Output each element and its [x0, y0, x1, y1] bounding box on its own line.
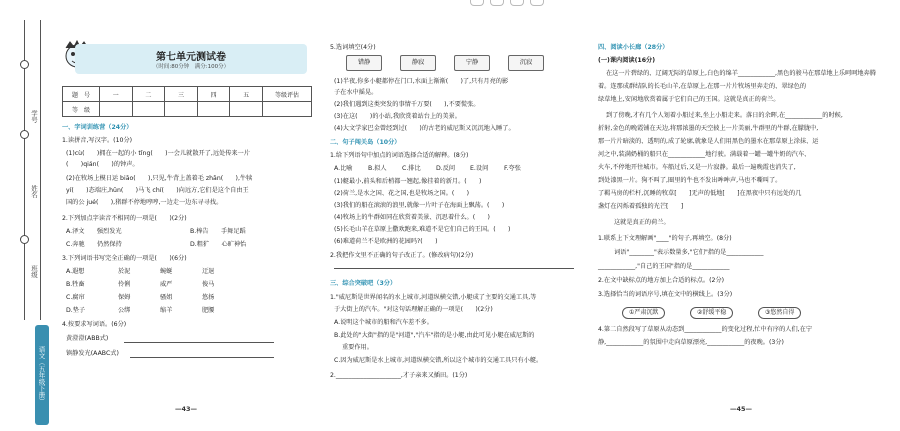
question-text: 4.按要求写词语。(6分) [62, 321, 127, 328]
option-label: D.反问 [436, 165, 456, 172]
question-text: (1)cù( )拥在一起的小 tǐng( )一会儿就散开了,远处传来一片 [66, 150, 250, 157]
binder-hole [530, 0, 544, 6]
score-cell: 一 [100, 87, 133, 102]
punch-hole [20, 130, 29, 139]
answer-line[interactable] [124, 342, 274, 343]
word-option: 俊马 [202, 281, 215, 288]
word-option: 保姆 [118, 294, 131, 301]
choice-pill: ①严肃沉默 [622, 307, 665, 319]
score-cell: 等级评估 [263, 87, 312, 102]
passage-text: 折射,金色的晚霞铺在天边,将那浓墨的天空披上一片美丽,牛群里的牛群,在朦胧中, [598, 125, 819, 132]
page-title: 第七单元测试卷 [156, 52, 226, 63]
question-text: (5)长毛山羊在草原上撒欢跑来,难道不是它们自己的王国。( ) [334, 226, 511, 233]
answer-line[interactable] [130, 357, 274, 358]
passage-text: 那一片片暗淡的、透明的,成了轮廓,就象是人们用黑色的墨水在那草原上涂抹、运 [598, 138, 819, 145]
title-banner [75, 44, 307, 74]
score-header-row [63, 87, 312, 102]
option-c: C.因为威尼斯是水上城市,河道纵横交错,所以这个城市的交通工具只有小艇。 [334, 357, 543, 364]
word-option: 於泥 [118, 268, 131, 275]
answer-line[interactable] [334, 268, 574, 269]
option-label: A.比喻 [334, 165, 353, 172]
section-heading: 三、综合突破吧（3分） [330, 280, 397, 287]
score-cell: 四 [197, 87, 230, 102]
question-text: ( )qián( )的钟声。 [66, 161, 139, 168]
option-a: A.说明这个城市的船和汽车差不多。 [334, 319, 433, 326]
question-text: 5.选词填空(4分) [330, 44, 376, 51]
passage-text: 绿草地上,安闲地欣赏着属于它们自己的王国。这就是真正的荷兰。 [598, 96, 780, 103]
word-option: 肥腰 [202, 307, 215, 314]
word-option: 公绑 [118, 307, 131, 314]
question-text: (2)荷兰,是水之国、花之国,也是牧场之国。( ) [334, 190, 470, 197]
word-tag: 宁静 [454, 55, 490, 71]
class-label: 班级 [30, 265, 38, 278]
grade-input[interactable] [263, 102, 312, 117]
question-text: 1.给下列语句中加点的词语选择合适的解释。(8分) [330, 152, 469, 159]
question-text: 2.在文中缺标点的地方加上合适的标点。(2分) [598, 277, 725, 284]
punch-hole [20, 60, 29, 69]
question-text: 1."威尼斯是世界闻名的水上城市,河道纵横交错,小艇成了主要的交通工具,等 [330, 294, 537, 301]
passage-text: 火车,不停地开往城市。车船过后,又是一片寂静。最后一遍晚霞也消失了, [598, 164, 796, 171]
question-text: yí( )态端庄,hūn( )马飞 chí( )向远方,它们是这个自由王 [66, 187, 249, 194]
question-text: 子在水中摇晃。 [334, 89, 378, 96]
option-label: B.拟人 [368, 165, 387, 172]
question-text: 3.选择恰当的词语序号,填在文中的横线上。(3分) [598, 291, 733, 298]
word-option: 缩羊 [160, 307, 173, 314]
question-text: 静,____________的氛围中走向草原漂亮,____________的夜晚。(3分) [598, 339, 784, 346]
question-text: 2.我把作文里不正确的句子改正了。(修改病句)(2分) [330, 252, 474, 259]
name-label: 姓名 [30, 185, 38, 198]
binding-gutter [0, 0, 50, 431]
score-cell: 五 [230, 87, 263, 102]
question-text: (3)我们的船在滚滚的浪里,就像一片叶子在海面上飘荡。( ) [334, 202, 505, 209]
cut-line [40, 20, 41, 320]
passage-text: 着。连那成群结队的长毛山羊,在草原上,在那一片片牧场里奔走的、翠绿色的 [598, 83, 807, 90]
option-d: D.粗犷 心旷神怡 [190, 241, 247, 248]
word-tag: 错静 [346, 55, 382, 71]
option-b: B.此处的"大街"指的是"河道","汽车"指的是小艇,由此可见小艇在威尼斯的 [334, 332, 535, 339]
punch-hole [20, 235, 29, 244]
grade-input[interactable] [165, 102, 198, 117]
question-text: 国的公 jué( ),猪群不停地哼哼,一边走一边东寻寻找。 [66, 199, 223, 206]
score-grade-row [63, 102, 312, 117]
question-text: (3)在这( )的小站,我欣赏着站台上的美景。 [334, 113, 461, 120]
score-table [62, 86, 312, 117]
question-text: 黄澄澄(ABB式) [66, 335, 109, 342]
question-text: ____________,"自己的王国"指的是____________ [598, 263, 730, 270]
word-option: 伶俐 [118, 281, 131, 288]
question-text: 于大街上的汽车。"对这句话理解正确的一项是( )(2分) [334, 306, 493, 313]
word-option: 迂退 [202, 268, 215, 275]
score-cell: 题 号 [63, 87, 100, 102]
binder-hole [490, 0, 504, 6]
section-heading: 四、阅读小长廊（28分） [598, 44, 669, 51]
word-option: C.腐帘 [66, 294, 85, 301]
question-text: (1)半夜,你多小艇都停在门口,水面上渐渐( )了,只有月亮的影 [334, 78, 509, 85]
grade-input[interactable] [100, 102, 133, 117]
word-tag: 静寂 [400, 55, 436, 71]
question-text: 镇静发光(AABC式) [66, 350, 119, 357]
question-text: (1)艇最小,前头和后梢都一翘起,像挂着的新月。( ) [334, 178, 482, 185]
study-no-label: 学号 [30, 110, 38, 123]
question-text: (6)难道荷兰不是欧洲的花园吗?( ) [334, 238, 438, 245]
word-option: A.遐想 [66, 268, 85, 275]
question-text: 1.读拼音,写汉字。(10分) [62, 137, 133, 144]
page-number: —43— [175, 405, 198, 413]
option-b: 重要作用。 [342, 344, 373, 351]
binder-edge [0, 0, 900, 6]
question-text: (2)我们遇到这类突发的事情千万要( ),不要慌张。 [334, 101, 480, 108]
question-text: (2)在牧场上模日运 biāo( ),只见,牛背上盖着毛 zhān( ),牛犊 [66, 175, 253, 182]
option-label: E.设问 [470, 165, 489, 172]
question-text: 1.联系上下文理解画"____"的句子,再填空。(8分) [598, 235, 732, 242]
passage-text: 到处漆黑一片。狗不叫了,圈里的牛也不发出哞哞声,马也不嘶叫了。 [598, 177, 782, 184]
question-text: 4.第二自然段写了草原从动态到____________的变化过程,忙中有序的人们,在宁 [598, 326, 813, 333]
score-cell: 等 级 [63, 102, 100, 117]
subject-tab: 语文（五年级下册） [35, 325, 49, 425]
option-label: F.夸张 [504, 165, 521, 172]
section-heading: 一、字词训练营（24分） [62, 124, 133, 131]
question-text: 2.下列加点字读音不相同的一项是( )(2分) [62, 215, 187, 222]
binder-hole [510, 0, 524, 6]
grade-input[interactable] [230, 102, 263, 117]
score-cell: 二 [132, 87, 165, 102]
subsection-heading: (一)课内阅读(16分) [598, 57, 656, 64]
option-label: C.排比 [402, 165, 421, 172]
choice-pill: ②舒缓平稳 [690, 307, 733, 319]
passage-text: 在这一片碧绿的、辽阔无际的草原上,白色的绵羊____________,黑色的骏马在那草地上乐呵呵地奔腾 [606, 70, 876, 77]
word-option: 蜿蜒 [160, 268, 173, 275]
score-cell: 三 [165, 87, 198, 102]
question-text: (4)大文学家巴金曾经到过( )的古老的威尼斯又沉沉地入睡了。 [334, 125, 515, 132]
section-heading: 二、句子闯关岛（10分） [330, 139, 401, 146]
word-option: 威严 [160, 281, 173, 288]
passage-text: 河之中,装满奶桶的船只在____________地行驶。满载着一罐一罐牛奶的汽车、 [598, 151, 811, 158]
choice-pill: ③悠然自得 [758, 307, 801, 319]
page-number: —45— [730, 405, 753, 413]
passage-text: 了羁马房的栏杆,沉睡的牧草[ ]无声的低地[ ]在黑夜中只有远处的几 [598, 190, 802, 197]
passage-text: 到了傍晚,才有几个人划着小船过来,坐上小船走来。落日的余晖,在____________的时候, [606, 112, 843, 119]
word-option: B.牲畜 [66, 281, 85, 288]
word-option: 悠扬 [202, 294, 215, 301]
question-text: 2._____________________,才子亲来又插田。(1分) [330, 372, 468, 379]
option-b: B.棒告 手舞足蹈 [190, 228, 246, 235]
question-text: 词语"________"表示数量多,"它们"指的是____________ [614, 249, 764, 256]
grade-input[interactable] [132, 102, 165, 117]
binder-hole [470, 0, 484, 6]
page-subtitle: （时间:80分钟 满分:100分） [152, 64, 230, 70]
question-text: 3.下列词语书写完全正确的一项是( )(6分) [62, 255, 187, 262]
word-option: D.垫子 [66, 307, 86, 314]
option-a: A.泽文 强烈发光 [66, 228, 122, 235]
grade-input[interactable] [197, 102, 230, 117]
question-text: (4)牧场上的牛群如同在欣赏着美景、沉思着什么。( ) [334, 214, 490, 221]
option-c: C.奔驰 仍然保持 [66, 241, 122, 248]
passage-text: 盏灯在闪烁着孤独的光芒[ ] [598, 203, 684, 210]
word-tag: 沉寂 [508, 55, 544, 71]
word-option: 骚姐 [160, 294, 173, 301]
passage-text: 这就是真正的荷兰。 [614, 219, 670, 226]
